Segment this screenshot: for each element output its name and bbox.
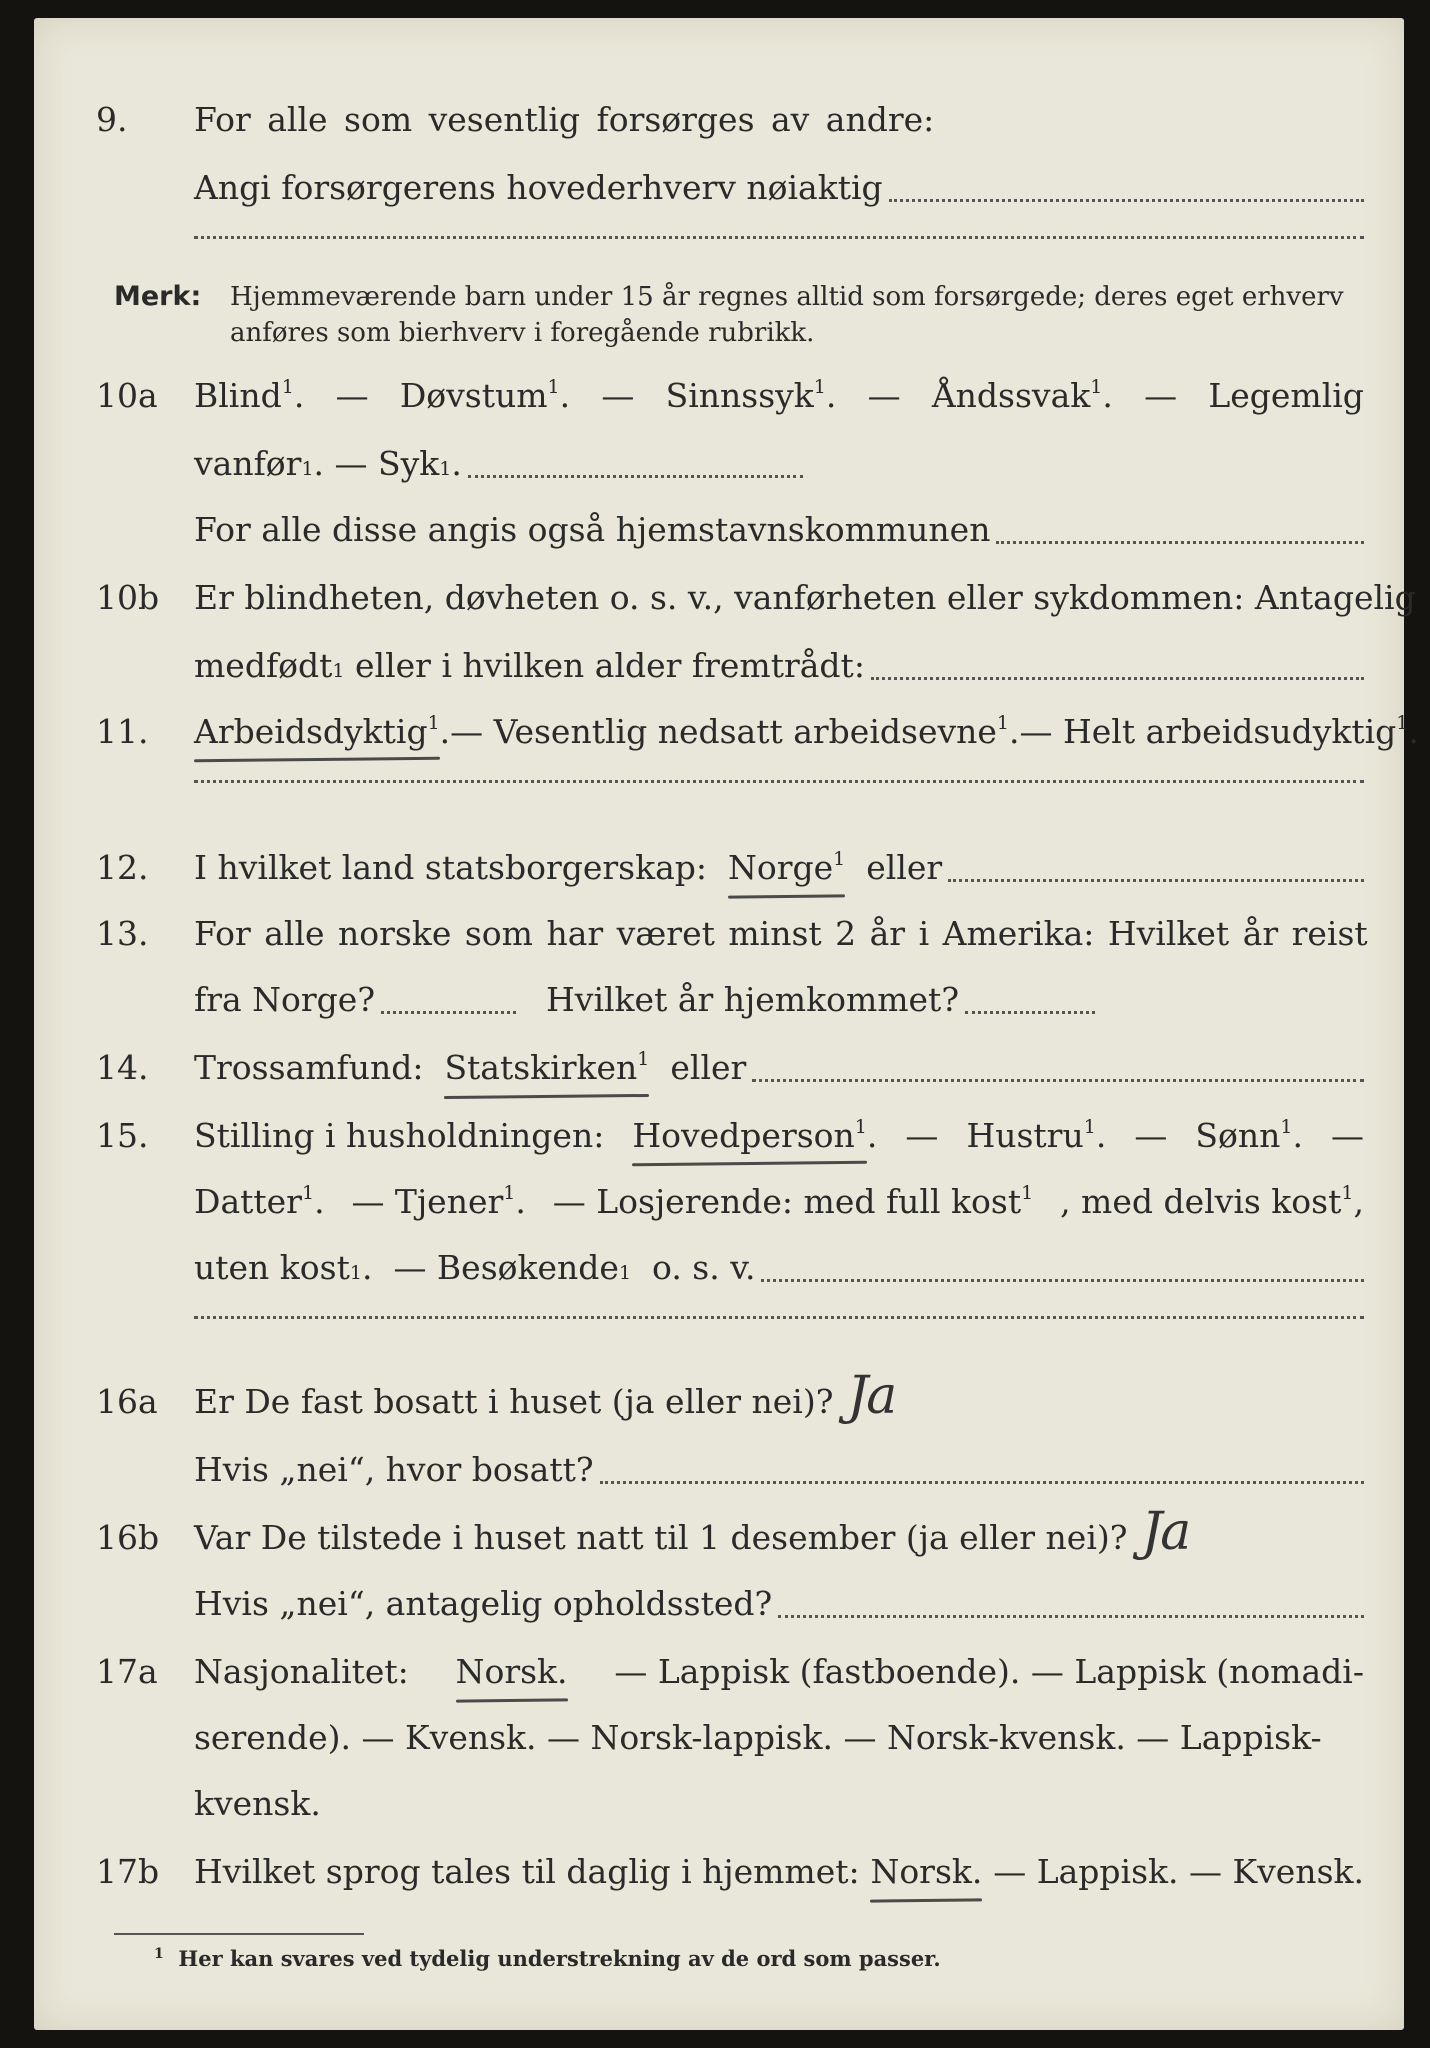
option-syk[interactable]: Syk	[378, 444, 440, 483]
merk-label: Merk:	[114, 281, 202, 312]
q17b-number: 17b	[96, 1852, 160, 1891]
option-hovedperson-underlined[interactable]: Hovedperson$^1$	[632, 1116, 867, 1155]
footnote	[154, 1946, 941, 1971]
option-delvis-kost[interactable]: , med delvis kost	[1060, 1182, 1342, 1221]
handwritten-answer-16b[interactable]: Ja	[1141, 1502, 1190, 1562]
answer-field-q10a[interactable]	[468, 475, 803, 478]
answer-field-q15-extra[interactable]	[194, 1316, 1364, 1319]
option-udyktig[interactable]: — Helt arbeidsudyktig	[1019, 712, 1397, 751]
q10b-number: 10b	[96, 578, 160, 617]
answer-field-16a[interactable]	[600, 1481, 1364, 1484]
answer-field-q15[interactable]	[761, 1279, 1364, 1282]
option-sprog-norsk-underlined[interactable]: Norsk.	[870, 1852, 983, 1891]
merk-line1: Hjemmeværende barn under 15 år regnes alltid som forsørgede; deres eget erhverv	[230, 282, 1344, 312]
answer-field-hjemkommet[interactable]	[965, 1011, 1095, 1014]
option-uten-kost[interactable]: uten kost	[194, 1248, 350, 1287]
answer-field-q9[interactable]	[889, 199, 1364, 202]
census-form-page: 9. For alle som vesentlig forsørges av andre: Angi forsørgerens hovederhverv nøiaktig Merk: Hjemmeværende barn under 15 år regnes alltid som forsørgede; deres eget erhverv anføres som bierhverv i foregående rubrikk. 10a Blind$^1$. — Døvstum$^1$. — Sinnssyk$^1$. — Åndssvak$^1$. — Legemlig vanfør 1 . — Syk 1 . For alle disse angis også hjemstavnskommunen 10b Er blindheten, døvheten o. s. v., vanførheten eller sykdommen: Antagelig medfødt 1 eller i hvilken alder fremtrådt: 11. Arbeidsdyktig$^1$. — Vesentlig nedsatt arbeidsevne$^1$. — Helt arbeidsudyktig$^1$. 12. I hvilket land statsborgerskap: Norge$^1$ eller 13. For alle norske som har været minst 2 år i Amerika: Hvilket år reist fra Norge? Hvilket år hjemkommet? 14. Trossamfund: Statskirken$^1$ eller 15. Stilling i husholdningen: Hovedperson$^1$. — Hustru$^1$. — Sønn$^1$. — Datter$^1$. — Tjener$^1$. — Losjerende: med full kost$^1$ , med delvis kost$^1$, uten kost 1 . — Besøkende 1 o. s. v. 16a Er De fast bosatt i huset (ja eller nei)? Ja Hvis „nei“, hvor bosatt? 16b Var De tilstede i huset natt til 1 desember (ja eller nei)? Ja Hvis „nei“, antagelig opholdssted? 17a Nasjonalitet: Norsk. — Lappisk (fastboende). — Lappisk (nomadi- serende). — Kvensk. — Norsk-lappisk. — Norsk-kvensk. — Lappisk- kvensk. 17b Hvilket sprog tales til daglig i hjemmet: Norsk. — Lappisk. — Kvensk. $^1$ Her kan svares ved tydelig understrekning av de ord som passer.	[34, 18, 1404, 2030]
option-besokende[interactable]: — Besøkende	[393, 1248, 619, 1287]
q16b-number: 16b	[96, 1518, 160, 1557]
option-norsk-underlined[interactable]: Norsk.	[455, 1652, 568, 1691]
option-andssvak[interactable]: Åndssvak	[931, 376, 1091, 415]
q10a-number: 10a	[96, 376, 158, 415]
q11-number: 11.	[96, 712, 149, 751]
answer-field-q14[interactable]	[752, 1079, 1364, 1082]
q16a-number: 16a	[96, 1382, 158, 1421]
option-norge-underlined[interactable]: Norge$^1$	[728, 848, 846, 887]
option-vanfor[interactable]: vanfør	[194, 444, 302, 483]
answer-field-16b[interactable]	[778, 1615, 1364, 1618]
option-blind[interactable]: Blind	[194, 376, 282, 415]
answer-field-q11[interactable]	[194, 780, 1364, 783]
answer-field-q12[interactable]	[948, 879, 1364, 882]
option-hustru[interactable]: Hustru	[966, 1116, 1084, 1155]
answer-field-hjemstavn[interactable]	[996, 541, 1364, 544]
option-dovstum[interactable]: Døvstum	[399, 376, 548, 415]
q17a-number: 17a	[96, 1652, 158, 1691]
footnote-rule	[114, 1933, 364, 1935]
q9-prompt: Angi forsørgerens hovederhverv nøiaktig	[194, 168, 883, 207]
q14-number: 14.	[96, 1048, 149, 1087]
footnote-mark: 1	[154, 1946, 164, 1962]
q13-number: 13.	[96, 914, 149, 953]
option-sonn[interactable]: Sønn	[1195, 1116, 1281, 1155]
q15-number: 15.	[96, 1116, 149, 1155]
q9-text: For alle som vesentlig forsørges av andre:	[194, 100, 935, 139]
option-datter[interactable]: Datter	[194, 1182, 302, 1221]
option-arbeidsdyktig-underlined[interactable]: Arbeidsdyktig$^1$	[194, 712, 440, 751]
option-tjener[interactable]: — Tjener	[351, 1182, 504, 1221]
option-sinnssyk[interactable]: Sinnssyk	[665, 376, 814, 415]
answer-field-q9-extra[interactable]	[194, 236, 1364, 239]
q10a-prompt: For alle disse angis også hjemstavnskommunen	[194, 510, 991, 549]
answer-field-reist[interactable]	[381, 1011, 516, 1014]
option-full-kost[interactable]: — Losjerende: med full kost	[552, 1182, 1022, 1221]
handwritten-answer-16a[interactable]: Ja	[847, 1366, 896, 1426]
answer-field-q10b[interactable]	[871, 677, 1364, 680]
option-medfodt[interactable]: medfødt	[194, 646, 333, 685]
q12-number: 12.	[96, 848, 149, 887]
option-nedsatt[interactable]: — Vesentlig nedsatt arbeidsevne	[450, 712, 997, 751]
merk-line2: anføres som bierhverv i foregående rubrikk.	[230, 318, 815, 348]
footnote-text: Her kan svares ved tydelig understrekning av de ord som passer.	[178, 1946, 941, 1971]
q9-number: 9.	[96, 100, 128, 139]
option-statskirken-underlined[interactable]: Statskirken$^1$	[444, 1048, 650, 1087]
option-legemlig[interactable]: Legemlig	[1208, 376, 1364, 415]
